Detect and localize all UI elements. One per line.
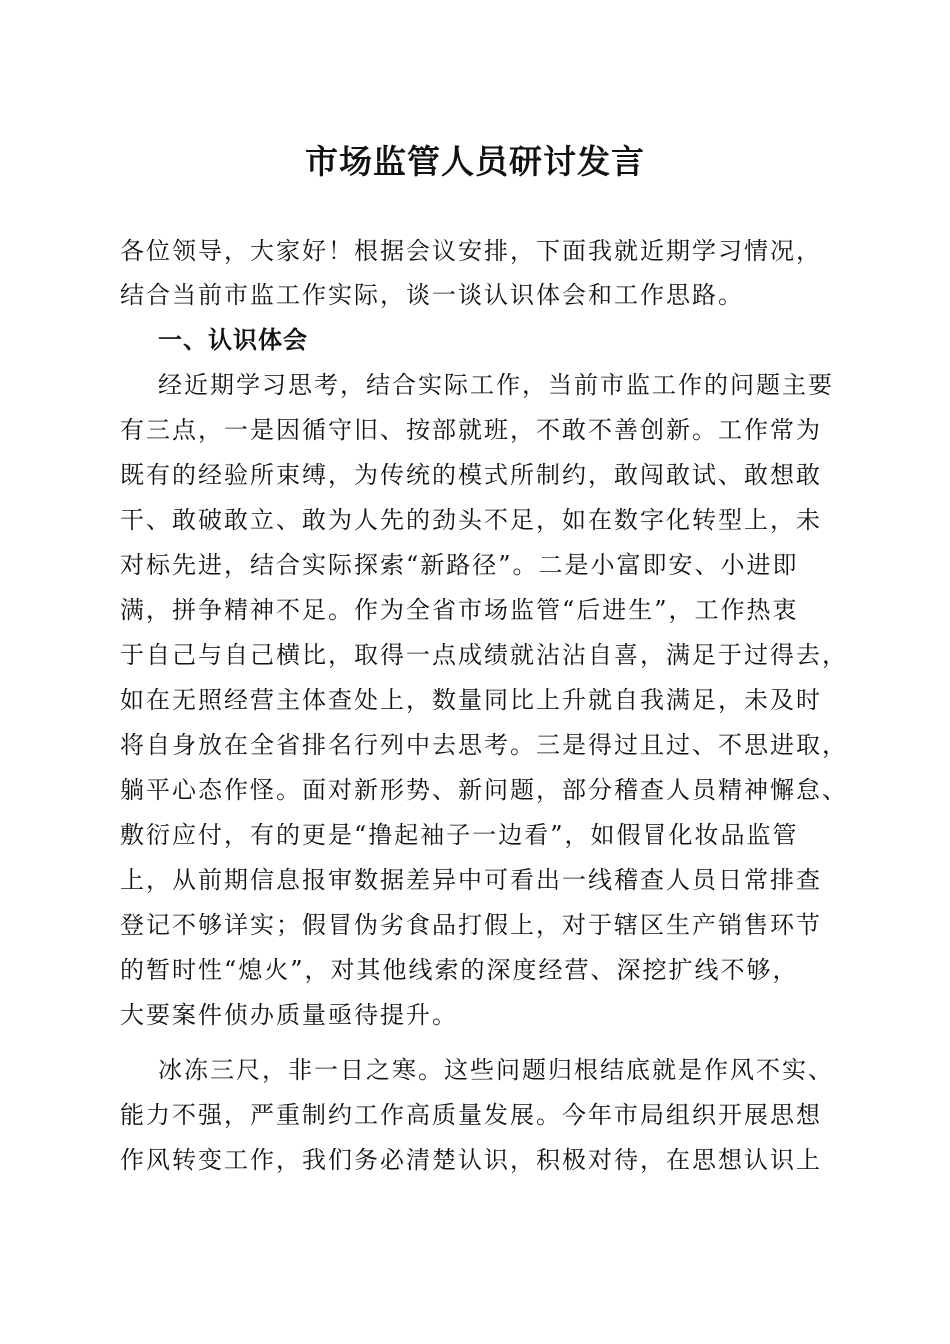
- paragraph2-line: 作风转变工作，我们务必清楚认识，积极对待，在思想认识上: [120, 1146, 822, 1174]
- paragraph1-line: 于自己与自己横比，取得一点成绩就沾沾自喜，满足于过得去，: [120, 641, 848, 669]
- paragraph1-line: 上，从前期信息报审数据差异中可看出一线稽查人员日常排查: [120, 866, 822, 894]
- paragraph1-line: 将自身放在全省排名行列中去思考。三是得过且过、不思进取，: [120, 731, 848, 759]
- paragraph1-line: 的暂时性“熄火”，对其他线索的深度经营、深挖扩线不够，: [120, 956, 799, 984]
- opening-line-1: 各位领导，大家好！根据会议安排，下面我就近期学习情况，: [120, 237, 822, 265]
- paragraph1-line: 躺平心态作怪。面对新形势、新问题，部分稽查人员精神懈怠、: [120, 776, 848, 804]
- paragraph1-line: 有三点，一是因循守旧、按部就班，不敢不善创新。工作常为: [120, 416, 822, 444]
- paragraph1-line: 大要案件侦办质量亟待提升。: [120, 1001, 458, 1029]
- paragraph1-line: 既有的经验所束缚，为传统的模式所制约，敢闯敢试、敢想敢: [120, 461, 822, 489]
- paragraph1-line: 登记不够详实；假冒伪劣食品打假上，对于辖区生产销售环节: [120, 911, 822, 939]
- paragraph2-line: 能力不强，严重制约工作高质量发展。今年市局组织开展思想: [120, 1101, 822, 1129]
- paragraph1-line: 满，拼争精神不足。作为全省市场监管“后进生”，工作热衷: [120, 596, 799, 624]
- paragraph1-line: 如在无照经营主体查处上，数量同比上升就自我满足，未及时: [120, 686, 822, 714]
- opening-line-2: 结合当前市监工作实际，谈一谈认识体会和工作思路。: [120, 281, 744, 309]
- section-heading: 一、认识体会: [158, 326, 308, 354]
- paragraph2-line: 冰冻三尺，非一日之寒。这些问题归根结底就是作风不实、: [158, 1056, 834, 1084]
- document-title: 市场监管人员研讨发言: [305, 142, 645, 181]
- paragraph1-line: 经近期学习思考，结合实际工作，当前市监工作的问题主要: [158, 371, 834, 399]
- paragraph1-line: 对标先进，结合实际探索“新路径”。二是小富即安、小进即: [120, 551, 799, 579]
- paragraph1-line: 干、敢破敢立、敢为人先的劲头不足，如在数字化转型上，未: [120, 506, 822, 534]
- paragraph1-line: 敷衍应付，有的更是“撸起袖子一边看”，如假冒化妆品监管: [120, 821, 799, 849]
